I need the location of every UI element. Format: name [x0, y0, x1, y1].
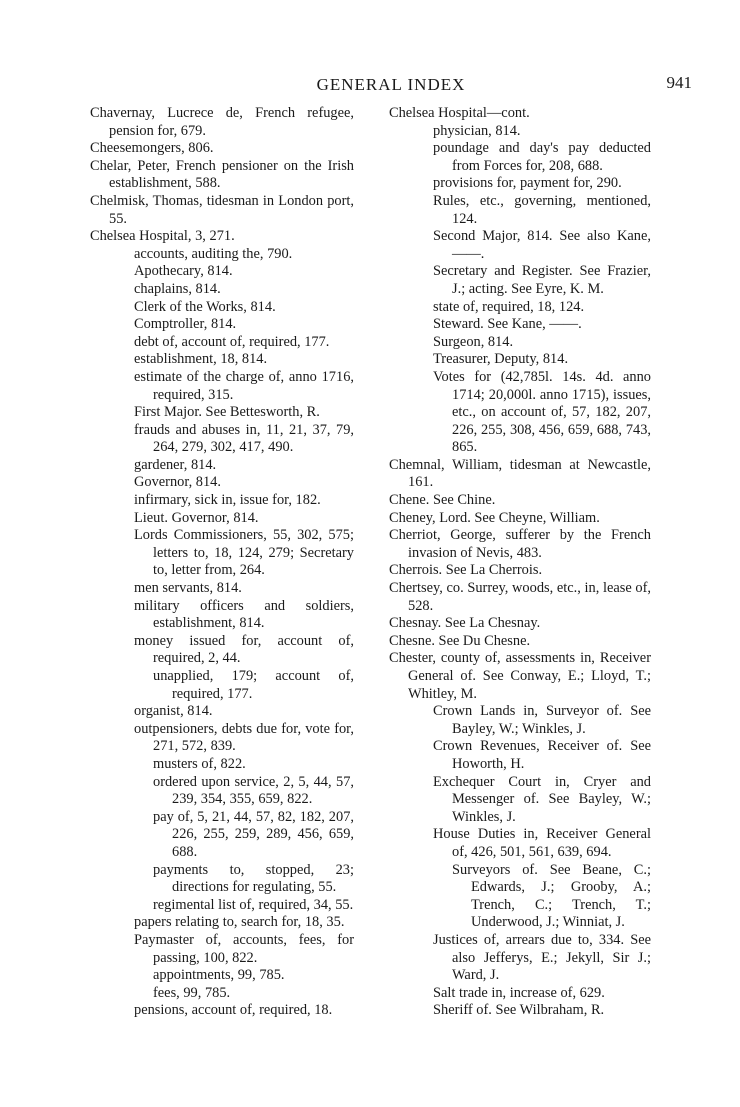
index-entry: papers relating to, search for, 18, 35.: [134, 914, 345, 931]
index-entry: Chertsey, co. Surrey, woods, etc., in, lease of, 528.: [389, 580, 651, 614]
index-entry: provisions for, payment for, 290.: [433, 175, 622, 192]
index-entry: poundage and day's pay deducted from Forces for, 208, 688.: [433, 140, 651, 174]
index-entry: Governor, 814.: [134, 474, 221, 491]
index-entry: Crown Lands in, Surveyor of. See Bayley, W.; Winkles, J.: [433, 703, 651, 737]
index-entry: state of, required, 18, 124.: [433, 298, 585, 315]
index-entry: regimental list of, required, 34, 55.: [153, 896, 354, 913]
page-number: 941: [666, 73, 692, 92]
index-entry: Lieut. Governor, 814.: [134, 509, 259, 526]
index-entry: Lords Commissioners, 55, 302, 575; letters to, 18, 124, 279; Secretary to, letter from, 264.: [134, 527, 354, 579]
index-entry: ordered upon service, 2, 5, 44, 57, 239, 354, 355, 659, 822.: [153, 773, 354, 808]
index-entry: Cheney, Lord. See Cheyne, William.: [389, 509, 600, 526]
index-entry: Surveyors of. See Beane, C.; Edwards, J.; Grooby, A.; Trench, C.; Trench, T.; Underwood, J.; Winniat, J.: [452, 861, 651, 931]
index-entry: frauds and abuses in, 11, 21, 37, 79, 264, 279, 302, 417, 490.: [134, 421, 354, 456]
index-entry: estimate of the charge of, anno 1716, required, 315.: [134, 368, 354, 403]
index-entry: Chester, county of, assessments in, Receiver General of. See Conway, E.; Lloyd, T.; Whitley, M.: [389, 650, 651, 702]
index-entry: physician, 814.: [433, 122, 521, 139]
index-entry: Treasurer, Deputy, 814.: [433, 351, 569, 368]
index-column-left: [90, 105, 354, 1020]
index-entry: appointments, 99, 785.: [153, 967, 285, 984]
index-entry: Steward. See Kane, ——.: [433, 316, 582, 333]
index-entry: chaplains, 814.: [134, 280, 221, 297]
index-entry: Chelsea Hospital—cont.: [389, 105, 530, 121]
index-entry: infirmary, sick in, issue for, 182.: [134, 492, 321, 509]
index-entry: Rules, etc., governing, mentioned, 124.: [433, 192, 651, 227]
index-entry: Exchequer Court in, Cryer and Messenger of. See Bayley, W.; Winkles, J.: [433, 773, 651, 825]
index-entry: Cheesemongers, 806.: [90, 140, 214, 157]
index-entry: gardener, 814.: [134, 456, 217, 473]
index-entry: Chelmisk, Thomas, tidesman in London port, 55.: [90, 192, 354, 227]
index-entry: Chesnay. See La Chesnay.: [389, 615, 541, 632]
index-page: [50, 60, 692, 1060]
index-entry: fees, 99, 785.: [153, 984, 231, 1001]
index-column-right: [389, 105, 651, 1020]
index-entry: organist, 814.: [134, 703, 213, 720]
index-entry: outpensioners, debts due for, vote for, 271, 572, 839.: [134, 720, 354, 755]
index-entry: military officers and soldiers, establishment, 814.: [134, 597, 354, 632]
index-entry: Cherriot, George, sufferer by the French invasion of Nevis, 483.: [389, 527, 651, 561]
page-title: GENERAL INDEX: [316, 75, 466, 94]
index-entry: Votes for (42,785l. 14s. 4d. anno 1714; 20,000l. anno 1715), issues, etc., on account of, 57, 182, 207, 226, 255, 308, 456, 659, 688, 743, 865.: [433, 368, 651, 456]
index-entry: Secretary and Register. See Frazier, J.; acting. See Eyre, K. M.: [433, 263, 651, 297]
index-entry: Chemnal, William, tidesman at Newcastle, 161.: [389, 456, 651, 491]
index-entry: Chelar, Peter, French pensioner on the Irish establishment, 588.: [90, 157, 354, 192]
index-entry: payments to, stopped, 23; directions for regulating, 55.: [153, 861, 354, 896]
index-entry: money issued for, account of, required, 2, 44.: [134, 632, 354, 667]
index-entry: Chene. See Chine.: [389, 492, 496, 509]
index-entry: Surgeon, 814.: [433, 333, 514, 350]
index-entry: musters of, 822.: [153, 755, 246, 772]
index-entry: Chelsea Hospital, 3, 271.: [90, 228, 235, 245]
index-entry: unapplied, 179; account of, required, 177.: [153, 668, 354, 702]
index-entry: House Duties in, Receiver General of, 426, 501, 561, 639, 694.: [433, 826, 651, 860]
index-entry: Comptroller, 814.: [134, 316, 237, 333]
index-entry: pensions, account of, required, 18.: [134, 1002, 333, 1019]
page-header: [90, 73, 692, 97]
index-entry: pay of, 5, 21, 44, 57, 82, 182, 207, 226, 255, 259, 289, 456, 659, 688.: [153, 808, 354, 860]
index-entry: men servants, 814.: [134, 580, 242, 597]
index-entry: Crown Revenues, Receiver of. See Howorth, H.: [433, 738, 651, 772]
index-entry: Clerk of the Works, 814.: [134, 298, 276, 315]
index-entry: debt of, account of, required, 177.: [134, 333, 330, 350]
index-entry: Sheriff of. See Wilbraham, R.: [433, 1002, 605, 1019]
index-entry: Justices of, arrears due to, 334. See also Jefferys, E.; Jekyll, Sir J.; Ward, J.: [433, 931, 651, 984]
index-entry: accounts, auditing the, 790.: [134, 245, 293, 262]
index-entry: Chavernay, Lucrece de, French refugee, pension for, 679.: [90, 105, 354, 139]
index-entry: establishment, 18, 814.: [134, 351, 268, 368]
index-entry: Apothecary, 814.: [134, 263, 233, 280]
index-entry: First Major. See Bettesworth, R.: [134, 404, 320, 421]
index-entry: Second Major, 814. See also Kane, ——.: [433, 228, 651, 262]
index-entry: Cherrois. See La Cherrois.: [389, 562, 543, 579]
index-entry: Paymaster of, accounts, fees, for passing, 100, 822.: [134, 931, 354, 966]
index-entry: Salt trade in, increase of, 629.: [433, 984, 605, 1001]
index-entry: Chesne. See Du Chesne.: [389, 632, 531, 649]
